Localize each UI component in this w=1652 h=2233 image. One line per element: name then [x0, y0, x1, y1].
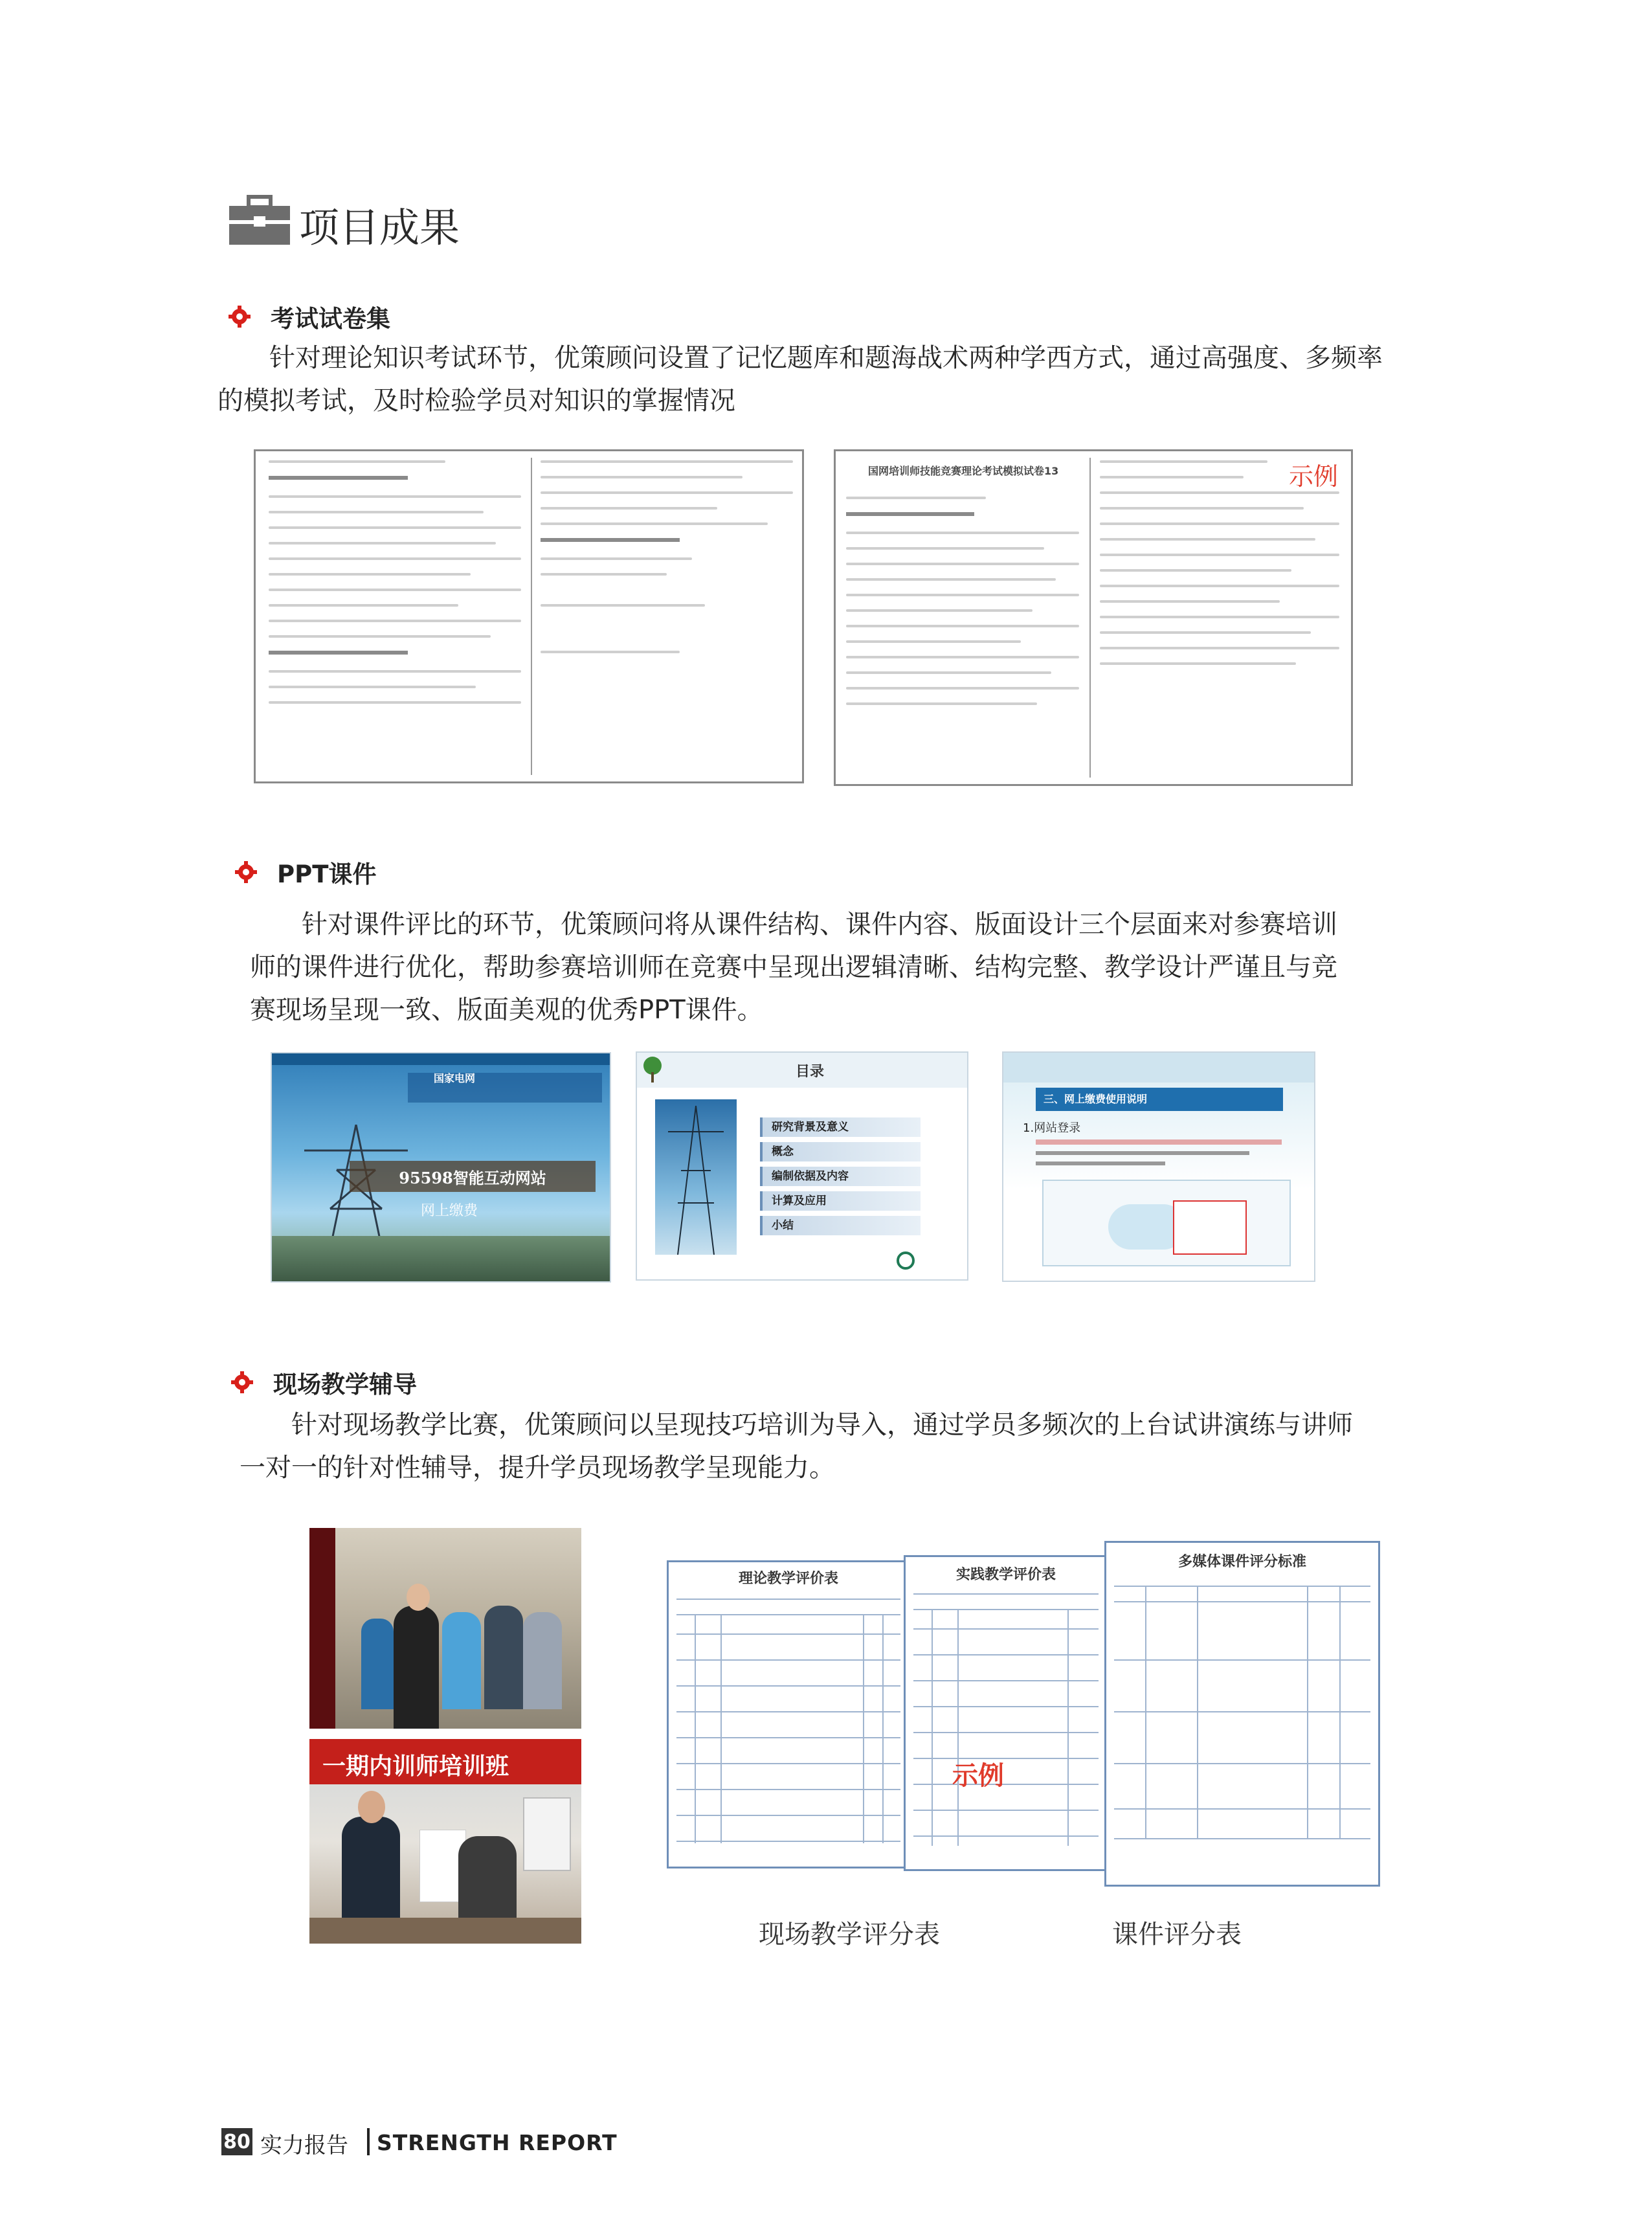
- gear-icon: [230, 1371, 254, 1394]
- toc-item: 计算及应用: [760, 1191, 921, 1211]
- teaching-evaluation-form-practice: [904, 1555, 1108, 1871]
- briefcase-icon: [228, 194, 291, 246]
- sample-mark: 示例: [952, 1761, 1004, 1791]
- sample-mark: 示例: [1289, 462, 1339, 491]
- form-title: 多媒体课件评分标准: [1178, 1554, 1306, 1570]
- teaching-evaluation-form-theory: [667, 1560, 910, 1868]
- slide-header: 三、网上缴费使用说明: [1036, 1088, 1283, 1111]
- company-logo-icon: [896, 1251, 915, 1270]
- form-title: 理论教学评价表: [738, 1571, 838, 1587]
- section-heading-teaching: [230, 1365, 417, 1400]
- slide-step: 1.网站登录: [1023, 1121, 1081, 1135]
- training-photo-2: [309, 1739, 581, 1944]
- page-number: 80: [221, 2128, 252, 2155]
- footer-divider: [367, 2128, 370, 2155]
- section-paragraph-exam: [218, 337, 1447, 422]
- toc-item: 小结: [760, 1216, 921, 1235]
- tree-icon: [641, 1055, 664, 1084]
- paragraph-line: 的模拟考试，及时检验学员对知识的掌握情况: [218, 386, 735, 416]
- tower-photo: [655, 1099, 737, 1255]
- section-heading-exam: [228, 299, 390, 334]
- section-paragraph-ppt: [250, 903, 1454, 1031]
- website-screenshot: [1042, 1180, 1291, 1266]
- paragraph-line: 针对理论知识考试环节，优策顾问设置了记忆题库和题海战术两种学西方式，通过高强度、多频率: [269, 343, 1383, 373]
- toc-item: 概念: [760, 1142, 921, 1161]
- paragraph-line: 一对一的针对性辅导，提升学员现场教学呈现能力。: [240, 1453, 835, 1483]
- ppt-slide-2: [636, 1051, 968, 1281]
- section-heading-text: PPT课件: [277, 860, 377, 888]
- caption-courseware-form: 课件评分表: [1112, 1920, 1242, 1949]
- training-photo-1: [309, 1528, 581, 1729]
- slide-toc-title: 目录: [796, 1064, 825, 1080]
- toc-item: 编制依据及内容: [760, 1167, 921, 1186]
- section-heading-text: 现场教学辅导: [273, 1371, 417, 1398]
- paragraph-line: 赛现场呈现一致、版面美观的优秀PPT课件。: [250, 995, 763, 1025]
- form-title: 实践教学评价表: [955, 1567, 1056, 1583]
- section-heading-text: 考试试卷集: [271, 305, 390, 333]
- slide-title: 95598智能互动网站: [350, 1161, 596, 1192]
- slide-brand: 国家电网: [434, 1072, 476, 1084]
- page-title: 项目成果: [299, 204, 460, 251]
- footer-english-title: STRENGTH REPORT: [377, 2130, 618, 2155]
- courseware-scoring-form: [1104, 1541, 1380, 1887]
- paragraph-line: 师的课件进行优化，帮助参赛培训师在竞赛中呈现出逻辑清晰、结构完整、教学设计严谨且与竞: [250, 952, 1337, 982]
- slide-subtitle: 网上缴费: [421, 1203, 478, 1219]
- caption-teaching-form: 现场教学评分表: [759, 1920, 940, 1949]
- exam-paper-title: 国网培训师技能竞赛理论考试模拟试卷13: [868, 465, 1059, 477]
- toc-item: 研究背景及意义: [760, 1117, 921, 1137]
- exam-paper-left: [254, 449, 804, 783]
- ppt-slide-1: [271, 1052, 611, 1283]
- ppt-slide-3: [1002, 1051, 1315, 1282]
- exam-paper-right: [834, 449, 1353, 786]
- paragraph-line: 针对现场教学比赛，优策顾问以呈现技巧培训为导入，通过学员多频次的上台试讲演练与讲师: [291, 1410, 1353, 1440]
- photo-banner: 一期内训师培训班: [322, 1753, 509, 1780]
- footer-title: 实力报告: [260, 2133, 348, 2159]
- section-paragraph-teaching: [240, 1404, 1457, 1489]
- section-heading-ppt: [234, 855, 376, 890]
- toc-list: [760, 1117, 921, 1240]
- gear-icon: [228, 305, 251, 328]
- paragraph-line: 针对课件评比的环节，优策顾问将从课件结构、课件内容、版面设计三个层面来对参赛培训: [302, 910, 1337, 939]
- gear-icon: [234, 860, 258, 884]
